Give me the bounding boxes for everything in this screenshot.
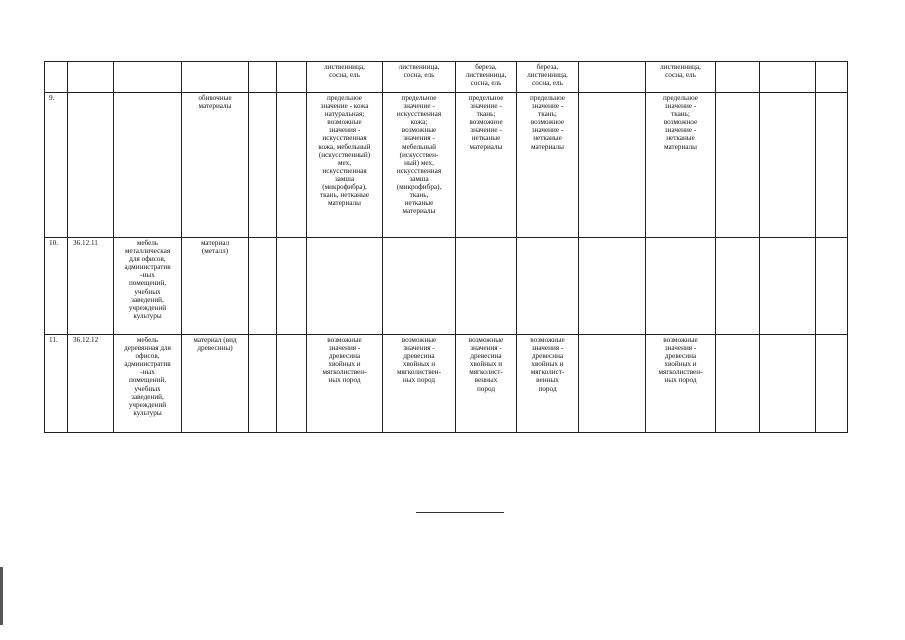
table-cell xyxy=(456,238,517,335)
table-cell: материал (металл) xyxy=(182,238,249,335)
table-cell xyxy=(716,62,760,93)
table-cell: обивочные материалы xyxy=(182,93,249,238)
table-row xyxy=(45,335,848,433)
table-cell: 36.12.11 xyxy=(68,238,114,335)
table-cell xyxy=(760,238,816,335)
table-cell xyxy=(249,93,277,238)
table-cell xyxy=(307,238,383,335)
table-cell: береза, лиственница, сосна, ель xyxy=(456,62,517,93)
table-cell xyxy=(716,93,760,238)
table-cell xyxy=(383,238,456,335)
table-cell: возможные значения - древесина хвойных и мягколиствен- ных пород xyxy=(646,335,716,433)
table-cell xyxy=(816,93,848,238)
table-cell xyxy=(249,62,277,93)
characteristics-table xyxy=(44,61,848,433)
table-cell: предельное значение - ткань; возможное значение - нетканые материалы xyxy=(456,93,517,238)
table-cell xyxy=(716,238,760,335)
table-cell xyxy=(277,335,307,433)
table-cell: лиственница, сосна, ель xyxy=(307,62,383,93)
table-cell: 36.12.12 xyxy=(68,335,114,433)
table-row xyxy=(45,62,848,93)
table-cell xyxy=(517,238,579,335)
table-cell: 10. xyxy=(45,238,68,335)
table-cell xyxy=(760,93,816,238)
table-cell: возможные значения - древесина хвойных и мягколиствен- ных пород xyxy=(307,335,383,433)
scan-edge-mark xyxy=(0,567,3,625)
table-cell xyxy=(68,62,114,93)
separator-line xyxy=(416,512,504,513)
table-cell xyxy=(816,62,848,93)
table-cell xyxy=(249,335,277,433)
table-cell: береза, лиственница, сосна, ель xyxy=(517,62,579,93)
table-cell xyxy=(68,93,114,238)
table-cell xyxy=(816,238,848,335)
table-cell: 9. xyxy=(45,93,68,238)
table-cell xyxy=(277,238,307,335)
table-cell: материал (вид древесины) xyxy=(182,335,249,433)
table-cell: предельное значение - ткань; возможное значение - нетканые материалы xyxy=(517,93,579,238)
table-cell xyxy=(182,62,249,93)
table-cell: предельное значение - искусственная кожа; возможные значения - мебельный (искусствен- ный) мех, искусственная замша (микрофибра), ткань, нетканые материалы xyxy=(383,93,456,238)
table-cell: предельное значение - ткань; возможное значение - нетканые материалы xyxy=(646,93,716,238)
table-cell xyxy=(45,62,68,93)
table-row xyxy=(45,93,848,238)
table-cell: возможные значения - древесина хвойных и мягколист- венных пород xyxy=(456,335,517,433)
table-cell xyxy=(249,238,277,335)
table-cell xyxy=(646,238,716,335)
table-cell xyxy=(579,93,646,238)
table-cell xyxy=(579,62,646,93)
table-cell xyxy=(760,335,816,433)
table-cell: предельное значение - кожа натуральная; возможные значения - искусственная кожа, мебельный (искусственный) мех, искусственная замша (микрофибра), ткань, нетканые материалы xyxy=(307,93,383,238)
table-cell xyxy=(114,93,182,238)
table-cell: возможные значения - древесина хвойных и мягколист- венных пород xyxy=(517,335,579,433)
table-cell xyxy=(716,335,760,433)
table-cell xyxy=(114,62,182,93)
table-row xyxy=(45,238,848,335)
table-cell xyxy=(579,238,646,335)
table-cell: возможные значения - древесина хвойных и мягколиствен- ных пород xyxy=(383,335,456,433)
table-cell: мебель деревянная для офисов, административ -ных помещений, учебных заведений, учреждений культуры xyxy=(114,335,182,433)
table-cell: 11. xyxy=(45,335,68,433)
table-cell xyxy=(760,62,816,93)
table-cell xyxy=(277,62,307,93)
table-cell: лиственница, сосна, ель xyxy=(646,62,716,93)
table-cell xyxy=(277,93,307,238)
table-cell: мебель металлическая для офисов, административ -ных помещений, учебных заведений, учреждений культуры xyxy=(114,238,182,335)
table-cell xyxy=(816,335,848,433)
table-cell xyxy=(579,335,646,433)
table-cell: лиственница, сосна, ель xyxy=(383,62,456,93)
